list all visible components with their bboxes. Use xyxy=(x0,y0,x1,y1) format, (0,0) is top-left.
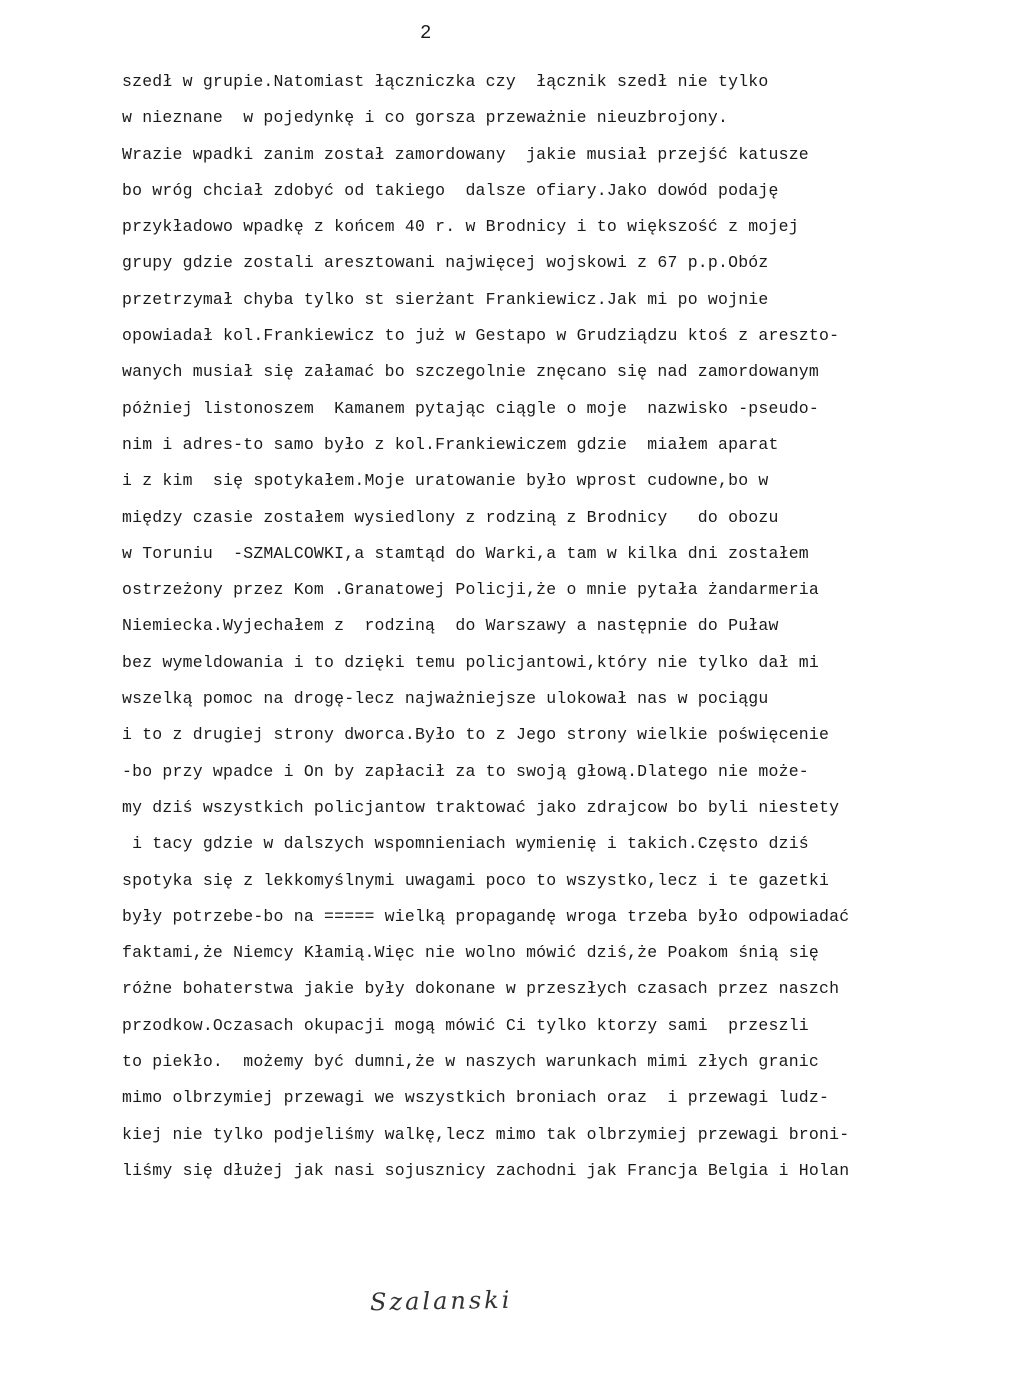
text-line: wszelką pomoc na drogę-lecz najważniejsze ulokował nas w pociągu xyxy=(122,689,769,709)
text-line: grupy gdzie zostali aresztowani najwięcej wojskowi z 67 p.p.Obóz xyxy=(122,253,769,273)
text-line: i to z drugiej strony dworca.Było to z Jego strony wielkie poświęcenie xyxy=(122,725,830,745)
text-line: liśmy się dłużej jak nasi sojusznicy zachodni jak Francja Belgia i Holan xyxy=(122,1160,850,1180)
text-line: faktami,że Niemcy Kłamią.Więc nie wolno mówić dziś,że Poakom śnią się xyxy=(122,943,820,963)
text-line: spotyka się z lekkomyślnymi uwagami poco to wszystko,lecz i te gazetki xyxy=(122,870,830,890)
text-line: i z kim się spotykałem.Moje uratowanie było wprost cudowne,bo w xyxy=(122,471,769,491)
text-line: przodkow.Oczasach okupacji mogą mówić Ci tylko ktorzy sami przeszli xyxy=(122,1015,809,1035)
text-line: Niemiecka.Wyjechałem z rodziną do Warszawy a następnie do Puław xyxy=(122,616,779,636)
body-text xyxy=(122,64,1002,1189)
handwritten-signature: Szalanski xyxy=(369,1285,513,1317)
text-line: nim i adres-to samo było z kol.Frankiewiczem gdzie miałem aparat xyxy=(122,434,779,454)
text-line: i tacy gdzie w dalszych wspomnieniach wymienię i takich.Często dziś xyxy=(122,834,809,854)
text-line: w Toruniu -SZMALCOWKI,a stamtąd do Warki,a tam w kilka dni zostałem xyxy=(122,543,809,563)
text-line: bez wymeldowania i to dzięki temu policjantowi,który nie tylko dał mi xyxy=(122,652,820,672)
text-line: my dziś wszystkich policjantow traktować jako zdrajcow bo byli niestety xyxy=(122,797,840,817)
text-line: bo wróg chciał zdobyć od takiego dalsze ofiary.Jako dowód podaję xyxy=(122,180,779,200)
text-line: przykładowo wpadkę z końcem 40 r. w Brodnicy i to większość z mojej xyxy=(122,217,799,237)
text-line: Wrazie wpadki zanim został zamordowany jakie musiał przejść katusze xyxy=(122,144,809,164)
text-line: wanych musiał się załamać bo szczegolnie znęcano się nad zamordowanym xyxy=(122,362,820,382)
text-line: przetrzymał chyba tylko st sierżant Frankiewicz.Jak mi po wojnie xyxy=(122,289,769,309)
text-line: opowiadał kol.Frankiewicz to już w Gestapo w Grudziądzu ktoś z aresztо- xyxy=(122,326,840,346)
text-line: póżniej listonoszem Kamanem pytając ciągle o moje nazwisko -pseudo- xyxy=(122,398,820,418)
text-line: między czasie zostałem wysiedlony z rodziną z Brodnicy do obozu xyxy=(122,507,779,527)
text-line: mimo olbrzymiej przewagi we wszystkich broniach oraz i przewagi ludz- xyxy=(122,1088,830,1108)
text-line: -bo przy wpadce i On by zapłacił za to swoją głową.Dlatego nie może- xyxy=(122,761,809,781)
text-line: szedł w grupie.Natomiast łączniczka czy łącznik szedł nie tylko xyxy=(122,72,769,91)
text-line: to piekło. możemy być dumni,że w naszych warunkach mimi złych granic xyxy=(122,1052,820,1072)
text-line: kiej nie tylko podjeliśmy walkę,lecz mimo tak olbrzymiej przewagi broni- xyxy=(122,1124,850,1144)
text-line: były potrzebe-bo na ===== wielką propagandę wroga trzeba było odpowiadać xyxy=(122,906,850,926)
page-number: 2 xyxy=(420,22,433,44)
text-line: w nieznane w pojedynkę i co gorsza przeważnie nieuzbrojony. xyxy=(122,108,729,128)
text-line: ostrzeżony przez Kom .Granatowej Policji,że o mnie pytała żandarmeria xyxy=(122,580,820,600)
text-line: różne bohaterstwa jakie były dokonane w przeszłych czasach przez naszch xyxy=(122,979,840,999)
